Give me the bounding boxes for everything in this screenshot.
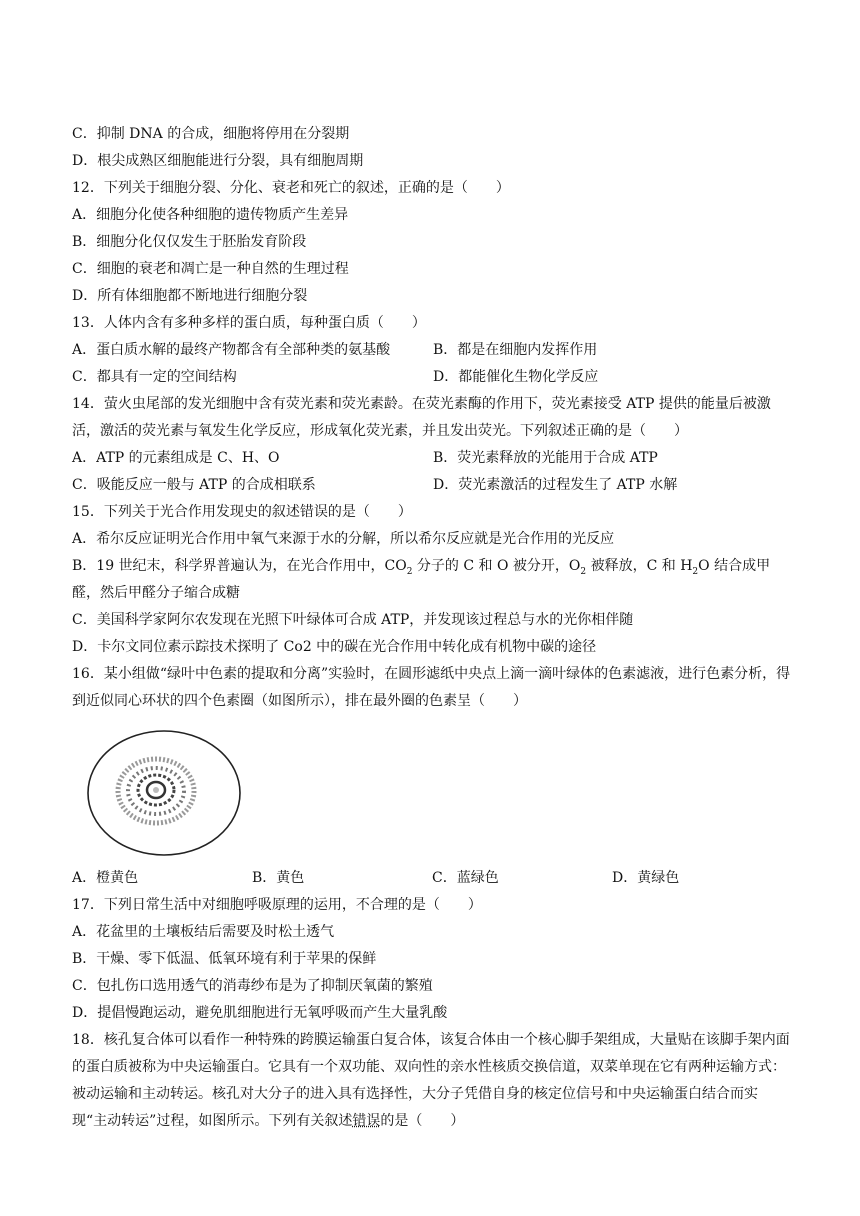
q14-option-d: D．荧光素激活的过程发生了 ATP 水解 xyxy=(433,477,678,493)
q15-stem: 15．下列关于光合作用发现史的叙述错误的是（ ） xyxy=(72,504,412,520)
q17-stem: 17．下列日常生活中对细胞呼吸原理的运用，不合理的是（ ） xyxy=(72,897,482,913)
q13-options-row2 xyxy=(72,364,792,391)
q14-options-row1 xyxy=(72,445,792,472)
q12-option-b: B．细胞分化仅仅发生于胚胎发育阶段 xyxy=(72,234,307,250)
q17-option-a: A．花盆里的土壤板结后需要及时松土透气 xyxy=(72,924,335,940)
q17-option-c: C．包扎伤口选用透气的消毒纱布是为了抑制厌氧菌的繁殖 xyxy=(72,978,433,994)
chromatography-figure xyxy=(72,715,792,865)
q13-option-b: B．都是在细胞内发挥作用 xyxy=(433,342,598,358)
q14-option-b: B．荧光素释放的光能用于合成 ATP xyxy=(433,450,658,466)
q15-option-d: D．卡尔文同位素示踪技术探明了 Co2 中的碳在光合作用中转化成有机物中碳的途径 xyxy=(72,639,597,655)
q13-option-d: D．都能催化生物化学反应 xyxy=(433,369,599,385)
q16-option-a: A．橙黄色 xyxy=(72,870,139,886)
q15-option-c: C．美国科学家阿尔农发现在光照下叶绿体可合成 ATP，并发现该过程总与水的光你相伴随 xyxy=(72,612,634,628)
q16-option-c: C．蓝绿色 xyxy=(432,870,499,886)
q14-options-row2 xyxy=(72,472,792,499)
q16-stem: 16．某小组做“绿叶中色素的提取和分离”实验时，在圆形滤纸中央点上滴一滴叶绿体的色素滤液，进行色素分析，得到近似同心环状的四个色素圈（如图所示），排在最外圈的色素呈（ ） xyxy=(72,666,791,709)
q12-option-c: C．细胞的衰老和凋亡是一种自然的生理过程 xyxy=(72,261,349,277)
q13-stem: 13．人体内含有多种多样的蛋白质，每种蛋白质（ ） xyxy=(72,315,426,331)
q13-options-row1 xyxy=(72,337,792,364)
q12-option-d: D．所有体细胞都不断地进行细胞分裂 xyxy=(72,288,308,304)
exam-page xyxy=(72,121,792,1135)
q14-option-c: C．吸能反应一般与 ATP 的合成相联系 xyxy=(72,477,316,493)
q15-option-a: A．希尔反应证明光合作用中氧气来源于水的分解，所以希尔反应就是光合作用的光反应 xyxy=(72,531,615,547)
q12-stem: 12．下列关于细胞分裂、分化、衰老和死亡的叙述，正确的是（ ） xyxy=(72,180,510,196)
q15-option-b: B．19 世纪末，科学界普遍认为，在光合作用中，$CO_2$ 分子的 C 和 O 被分开，$O_2$ 被释放，C 和 $H_2O$ 结合成甲醛，然后甲醛分子缩合成糖 xyxy=(72,558,771,601)
pigment-rings-image xyxy=(82,723,252,863)
q11-option-c: C．抑制 DNA 的合成，细胞将停用在分裂期 xyxy=(72,126,350,142)
q17-option-d: D．提倡慢跑运动，避免肌细胞进行无氧呼吸而产生大量乳酸 xyxy=(72,1005,448,1021)
q16-option-d: D．黄绿色 xyxy=(612,870,680,886)
q12-option-a: A．细胞分化使各种细胞的遗传物质产生差异 xyxy=(72,207,349,223)
q11-option-d: D．根尖成熟区细胞能进行分裂，具有细胞周期 xyxy=(72,153,364,169)
q17-option-b: B．干燥、零下低温、低氧环境有利于苹果的保鲜 xyxy=(72,951,377,967)
q18-stem: 18．核孔复合体可以看作一种特殊的跨膜运输蛋白复合体，该复合体由一个核心脚手架组成，大量贴在该脚手架内面的蛋白质被称为中央运输蛋白。它具有一个双功能、双向性的亲水性核质交换信道，双菜单现在它有两种运输方式：被动运输和主动转运。核孔对大分子的进入具有选择性，大分子凭借自身的核定位信号和中央运输蛋白结合而实现“主动转运”过程，如图所示。下列有关叙述错误的是（ ） xyxy=(72,1032,790,1129)
q16-option-b: B．黄色 xyxy=(252,870,305,886)
q14-stem: 14．萤火虫尾部的发光细胞中含有荧光素和荧光素龄。在荧光素酶的作用下，荧光素接受 ATP 提供的能量后被激活，激活的荧光素与氧发生化学反应，形成氧化荧光素，并且发出荧光。下列叙述正确的是（ ） xyxy=(72,396,771,439)
q16-options xyxy=(72,865,792,892)
q13-option-a: A．蛋白质水解的最终产物都含有全部种类的氨基酸 xyxy=(72,342,391,358)
q13-option-c: C．都具有一定的空间结构 xyxy=(72,369,237,385)
q14-option-a: A．ATP 的元素组成是 C、H、O xyxy=(72,450,280,466)
